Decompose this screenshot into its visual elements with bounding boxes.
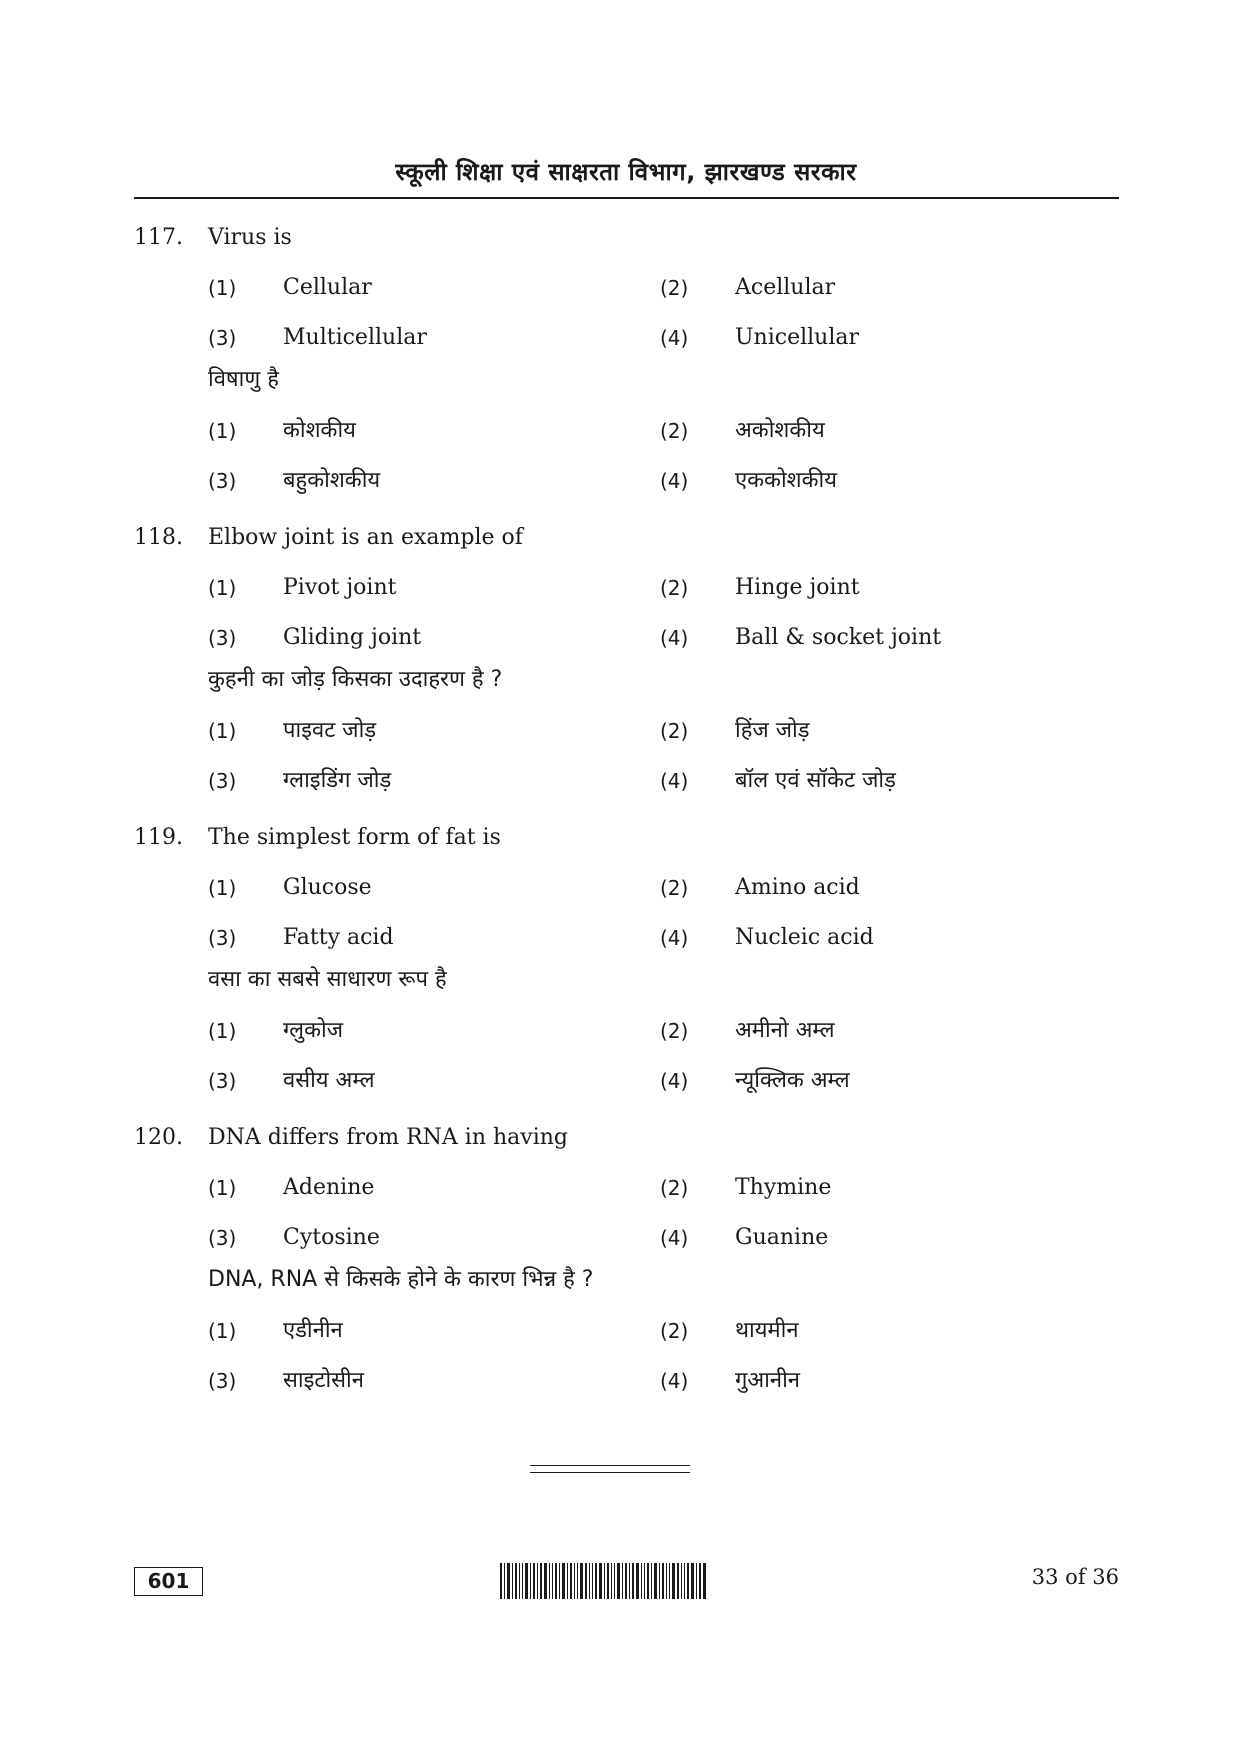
question-117: 117. Virus is (1) Cellular (2) Acellular (3) Multicellular (4) Unicellular विषाणु है (1) कोशकीय (2) अकोशकीय (3) बहुकोशकीय (4) एककोशकीय bbox=[134, 222, 1119, 522]
question-text-en: DNA differs from RNA in having bbox=[208, 1125, 568, 1150]
question-text-hi: वसा का सबसे साधारण रूप है bbox=[208, 967, 447, 992]
page-header-title: स्कूली शिक्षा एवं साक्षरता विभाग, झारखण्ड सरकार bbox=[395, 158, 857, 186]
question-118: 118. Elbow joint is an example of (1) Pivot joint (2) Hinge joint (3) Gliding joint (4) Ball & socket joint कुहनी का जोड़ किसका उदाहरण है ? (1) पाइवट जोड़ (2) हिंज जोड़ (3) ग्लाइडिंग जोड़ (4) बॉल एवं सॉकेट जोड़ bbox=[134, 522, 1119, 822]
question-text-en: Virus is bbox=[208, 225, 292, 250]
question-number: 120. bbox=[134, 1125, 183, 1150]
question-number: 118. bbox=[134, 525, 183, 550]
end-of-section-double-rule bbox=[530, 1465, 690, 1473]
page-number: 33 of 36 bbox=[1031, 1565, 1119, 1589]
question-119: 119. The simplest form of fat is (1) Glucose (2) Amino acid (3) Fatty acid (4) Nucleic acid वसा का सबसे साधारण रूप है (1) ग्लुकोज (2) अमीनो अम्ल (3) वसीय अम्ल (4) न्यूक्लिक अम्ल bbox=[134, 822, 1119, 1122]
header-divider bbox=[134, 197, 1119, 199]
question-number: 119. bbox=[134, 825, 183, 850]
question-number: 117. bbox=[134, 225, 183, 250]
barcode-icon bbox=[500, 1563, 706, 1599]
question-text-en: The simplest form of fat is bbox=[208, 825, 501, 850]
question-120: 120. DNA differs from RNA in having (1) Adenine (2) Thymine (3) Cytosine (4) Guanine DNA, RNA से किसके होने के कारण भिन्न है ? (1) एडीनीन (2) थायमीन (3) साइटोसीन (4) गुआनीन bbox=[134, 1122, 1119, 1422]
question-text-hi: विषाणु है bbox=[208, 367, 279, 392]
question-text-hi: DNA, RNA से किसके होने के कारण भिन्न है ? bbox=[208, 1267, 594, 1292]
question-text-en: Elbow joint is an example of bbox=[208, 525, 523, 550]
question-text-hi: कुहनी का जोड़ किसका उदाहरण है ? bbox=[208, 667, 503, 692]
paper-code-box: 601 bbox=[134, 1567, 203, 1596]
